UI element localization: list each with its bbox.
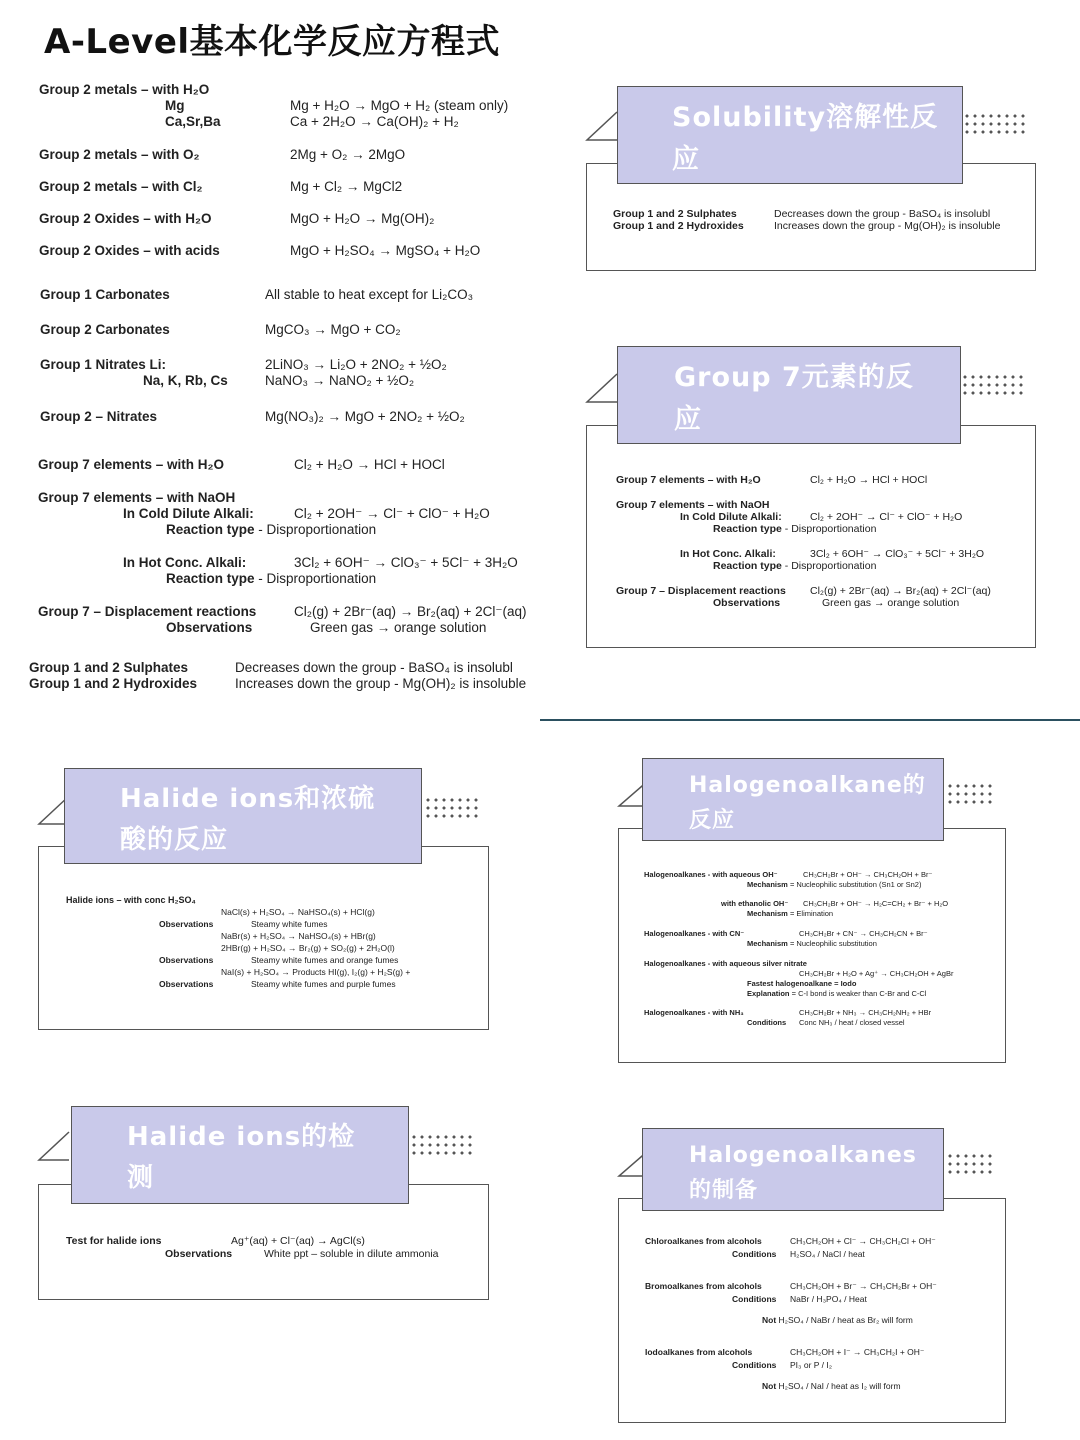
- row-sublabel: Conditions: [732, 1294, 777, 1304]
- dots-decoration-icon: [963, 112, 1025, 134]
- card-banner: [71, 1106, 409, 1204]
- card-banner: [617, 86, 963, 184]
- row-equation: CH₃CH₂Br + NH₃ → CH₃CH₂NH₂ + HBr: [799, 1008, 932, 1017]
- mechanism-value: = Nucleophilic substitution (Sn1 or Sn2): [787, 880, 922, 889]
- banner-title-line: 反应: [689, 808, 736, 833]
- row-label: with ethanolic OH⁻: [721, 899, 789, 908]
- row-sublabel: Observations: [159, 919, 214, 929]
- section-divider: [540, 719, 1080, 721]
- reaction-type-label: Reaction type: [713, 560, 782, 572]
- row-equation: CH₃CH₂OH + Cl⁻ → CH₃CH₂Cl + OH⁻: [790, 1236, 936, 1246]
- mechanism-value: = Elimination: [787, 909, 834, 918]
- not-value: H₂SO₄ / NaI / heat as I₂ will form: [776, 1381, 901, 1391]
- row-equation: Mg + Cl₂ → MgCl2: [290, 179, 403, 194]
- not-note: [762, 1381, 901, 1391]
- banner-title-line: Solubility溶解性反: [672, 102, 939, 133]
- mechanism: [747, 909, 833, 918]
- explanation-value: = C-I bond is weaker than C-Br and C-Cl: [789, 989, 927, 998]
- row-label: Group 7 – Displacement reactions: [38, 604, 257, 619]
- row-label: Halogenoalkanes - with aqueous silver nitrate: [644, 959, 807, 968]
- banner-title-line: 酸的反应: [120, 825, 229, 855]
- page-title: A-Level基本化学反应方程式: [44, 22, 501, 62]
- not-label: Not: [762, 1315, 777, 1325]
- row-sublabel: Conditions: [732, 1249, 777, 1259]
- row-equation: PI₃ or P / I₂: [790, 1360, 833, 1370]
- dots-decoration-icon: [961, 373, 1023, 395]
- row-equation: Mg(NO₃)₂ → MgO + 2NO₂ + ½O₂: [265, 409, 465, 424]
- reaction-type-label: Reaction type: [713, 523, 782, 535]
- card-body: [586, 425, 1036, 648]
- row-sublabel: Conditions: [747, 1018, 787, 1027]
- row-label: Group 7 – Displacement reactions: [616, 585, 786, 597]
- mechanism-label: Mechanism: [747, 880, 788, 889]
- row-equation: Steamy white fumes and orange fumes: [251, 955, 399, 965]
- row-equation: Ca + 2H₂O → Ca(OH)₂ + H₂: [290, 114, 459, 129]
- row-equation: Ag⁺(aq) + Cl⁻(aq) → AgCl(s): [231, 1235, 365, 1247]
- row-equation: CH₃CH₂Br + CN⁻ → CH₃CH₂CN + Br⁻: [799, 929, 928, 938]
- row-sublabel: Fastest halogenoalkane = Iodo: [747, 979, 857, 988]
- row-equation: Cl₂ + 2OH⁻ → Cl⁻ + ClO⁻ + H₂O: [294, 506, 490, 521]
- row-equation: NaCl(s) + H₂SO₄ → NaHSO₄(s) + HCl(g): [221, 907, 375, 917]
- row-equation: CH₃CH₂Br + H₂O + Ag⁺ → CH₃CH₂OH + AgBr: [799, 969, 954, 978]
- row-equation: All stable to heat except for Li₂CO₃: [265, 287, 474, 302]
- mechanism: [747, 880, 921, 889]
- row-sublabel: In Hot Conc. Alkali:: [680, 548, 776, 560]
- row-equation: CH₃CH₂OH + I⁻ → CH₃CH₂I + OH⁻: [790, 1347, 925, 1357]
- reaction-type-value: - Disproportionation: [781, 560, 877, 572]
- row-sublabel: Observations: [165, 1248, 233, 1260]
- row-equation: Steamy white fumes: [251, 919, 328, 929]
- banner-title-line: Halide ions的检: [127, 1122, 356, 1152]
- row-label: Group 1 Carbonates: [40, 287, 170, 302]
- row-equation: Cl₂(g) + 2Br⁻(aq) → Br₂(aq) + 2Cl⁻(aq): [294, 604, 527, 619]
- row-equation: NaBr / H₃PO₄ / Heat: [790, 1294, 867, 1304]
- row-equation: NaNO₃ → NaNO₂ + ½O₂: [265, 373, 415, 388]
- row-label: Halogenoalkanes - with NH₃: [644, 1008, 744, 1017]
- row-label: Group 2 Carbonates: [40, 322, 170, 337]
- row-equation: 3Cl₂ + 6OH⁻ → ClO₃⁻ + 5Cl⁻ + 3H₂O: [810, 548, 985, 560]
- row-equation: Cl₂ + H₂O → HCl + HOCl: [294, 457, 445, 472]
- row-sublabel: Na, K, Rb, Cs: [143, 373, 228, 388]
- reaction-type-label: Reaction type: [166, 571, 255, 586]
- row-label: Group 2 metals – with Cl₂: [39, 179, 203, 194]
- row-equation: Cl₂(g) + 2Br⁻(aq) → Br₂(aq) + 2Cl⁻(aq): [810, 585, 991, 597]
- row-sublabel: Observations: [713, 597, 781, 609]
- card-banner: [642, 758, 944, 841]
- row-equation: Green gas → orange solution: [822, 597, 960, 609]
- row-label: Group 2 metals – with O₂: [39, 147, 200, 162]
- row-label: Halogenoalkanes - with aqueous OH⁻: [644, 870, 778, 879]
- row-sublabel: Observations: [166, 620, 253, 635]
- row-sublabel: Conditions: [732, 1360, 777, 1370]
- banner-title-line: 应: [674, 404, 702, 435]
- not-label: Not: [762, 1381, 777, 1391]
- reaction-type: [713, 560, 876, 572]
- row-equation: CH₃CH₂Br + OH⁻ → H₂C=CH₂ + Br⁻ + H₂O: [803, 899, 949, 908]
- row-label: Group 1 and 2 Sulphates: [613, 208, 737, 220]
- row-sublabel: In Hot Conc. Alkali:: [123, 555, 247, 570]
- mechanism-label: Mechanism: [747, 909, 788, 918]
- row-equation: Cl₂ + 2OH⁻ → Cl⁻ + ClO⁻ + H₂O: [810, 511, 963, 523]
- reaction-type: [713, 523, 876, 535]
- mechanism: [747, 939, 877, 948]
- reaction-type-value: - Disproportionation: [254, 522, 377, 537]
- banner-title-line: Group 7元素的反: [674, 362, 914, 393]
- row-sublabel: Mg: [165, 98, 185, 113]
- row-equation: White ppt – soluble in dilute ammonia: [264, 1248, 439, 1260]
- row-label: Group 7 elements – with NaOH: [38, 490, 236, 505]
- row-equation: H₂SO₄ / NaCl / heat: [790, 1249, 865, 1259]
- banner-title-line: 的制备: [689, 1178, 759, 1203]
- row-equation: MgO + H₂SO₄ → MgSO₄ + H₂O: [290, 243, 481, 258]
- row-label: Group 2 Oxides – with acids: [39, 243, 220, 258]
- row-equation: 2HBr(g) + H₂SO₄ → Br₂(g) + SO₂(g) + 2H₂O(l): [221, 943, 395, 953]
- card-banner: [617, 346, 961, 444]
- row-label: Halogenoalkanes - with CN⁻: [644, 929, 745, 938]
- row-equation: Increases down the group - Mg(OH)₂ is insoluble: [774, 220, 1001, 232]
- row-equation: Mg + H₂O → MgO + H₂ (steam only): [290, 98, 509, 113]
- row-equation: Green gas → orange solution: [310, 620, 487, 635]
- reaction-type: [166, 571, 376, 586]
- banner-title-line: Halogenoalkanes: [689, 1143, 917, 1168]
- dots-decoration-icon: [424, 796, 478, 818]
- row-sublabel: Observations: [159, 979, 214, 989]
- row-label: Group 2 metals – with H₂O: [39, 82, 210, 97]
- not-note: [762, 1315, 913, 1325]
- banner-title-line: Halogenoalkane的: [689, 773, 926, 798]
- not-value: H₂SO₄ / NaBr / heat as Br₂ will form: [776, 1315, 913, 1325]
- reaction-type-value: - Disproportionation: [781, 523, 877, 535]
- row-equation: MgCO₃ → MgO + CO₂: [265, 322, 401, 337]
- mechanism-value: = Nucleophilic substitution: [787, 939, 877, 948]
- row-equation: NaI(s) + H₂SO₄ → Products HI(g), I₂(g) + H₂S(g) +: [221, 967, 411, 977]
- row-sublabel: Ca,Sr,Ba: [165, 114, 221, 129]
- card-banner: [64, 768, 422, 864]
- row-equation: 2LiNO₃ → Li₂O + 2NO₂ + ½O₂: [265, 357, 447, 372]
- row-label: Iodoalkanes from alcohols: [645, 1347, 753, 1357]
- row-sublabel: Observations: [159, 955, 214, 965]
- row-label: Group 2 Oxides – with H₂O: [39, 211, 212, 226]
- row-label: Group 7 elements – with H₂O: [38, 457, 225, 472]
- card-banner: [642, 1128, 944, 1211]
- reaction-type-value: - Disproportionation: [254, 571, 377, 586]
- row-equation: CH₃CH₂OH + Br⁻ → CH₃CH₂Br + OH⁻: [790, 1281, 937, 1291]
- banner-title-line: 测: [127, 1163, 155, 1193]
- row-label: Group 1 Nitrates Li:: [40, 357, 167, 372]
- mechanism-label: Mechanism: [747, 939, 788, 948]
- row-label: Group 1 and 2 Hydroxides: [613, 220, 744, 232]
- row-equation: Steamy white fumes and purple fumes: [251, 979, 396, 989]
- reaction-type: [166, 522, 376, 537]
- row-label: Chloroalkanes from alcohols: [645, 1236, 762, 1246]
- row-label: Group 2 – Nitrates: [40, 409, 158, 424]
- row-equation: Decreases down the group - BaSO₄ is insolubl: [774, 208, 991, 220]
- row-label: Group 1 and 2 Hydroxides: [29, 676, 198, 691]
- banner-title-line: Halide ions和浓硫: [120, 784, 376, 814]
- row-equation: 2Mg + O₂ → 2MgO: [290, 147, 406, 162]
- row-equation: Decreases down the group - BaSO₄ is insolubl: [235, 660, 513, 675]
- dots-decoration-icon: [946, 1152, 996, 1174]
- row-label: Group 1 and 2 Sulphates: [29, 660, 189, 675]
- explanation: [747, 989, 926, 998]
- row-label: Group 7 elements – with H₂O: [616, 474, 761, 486]
- banner-title-line: 应: [672, 144, 700, 175]
- row-label: Test for halide ions: [66, 1235, 162, 1247]
- reaction-type-label: Reaction type: [166, 522, 255, 537]
- row-equation: Conc NH₃ / heat / closed vessel: [799, 1018, 905, 1027]
- row-label: Bromoalkanes from alcohols: [645, 1281, 762, 1291]
- row-sublabel: In Cold Dilute Alkali:: [123, 506, 254, 521]
- row-label: Halide ions – with conc H₂SO₄: [66, 895, 196, 905]
- explanation-label: Explanation: [747, 989, 790, 998]
- row-equation: Cl₂ + H₂O → HCl + HOCl: [810, 474, 928, 486]
- row-equation: 3Cl₂ + 6OH⁻ → ClO₃⁻ + 5Cl⁻ + 3H₂O: [294, 555, 518, 570]
- row-equation: NaBr(s) + H₂SO₄ → NaHSO₄(s) + HBr(g): [221, 931, 376, 941]
- dots-decoration-icon: [410, 1133, 476, 1155]
- row-sublabel: In Cold Dilute Alkali:: [680, 511, 782, 523]
- row-equation: CH₃CH₂Br + OH⁻ → CH₃CH₂OH + Br⁻: [803, 870, 933, 879]
- row-label: Group 7 elements – with NaOH: [616, 499, 770, 511]
- row-equation: MgO + H₂O → Mg(OH)₂: [290, 211, 435, 226]
- row-equation: Increases down the group - Mg(OH)₂ is insoluble: [235, 676, 527, 691]
- dots-decoration-icon: [946, 782, 996, 804]
